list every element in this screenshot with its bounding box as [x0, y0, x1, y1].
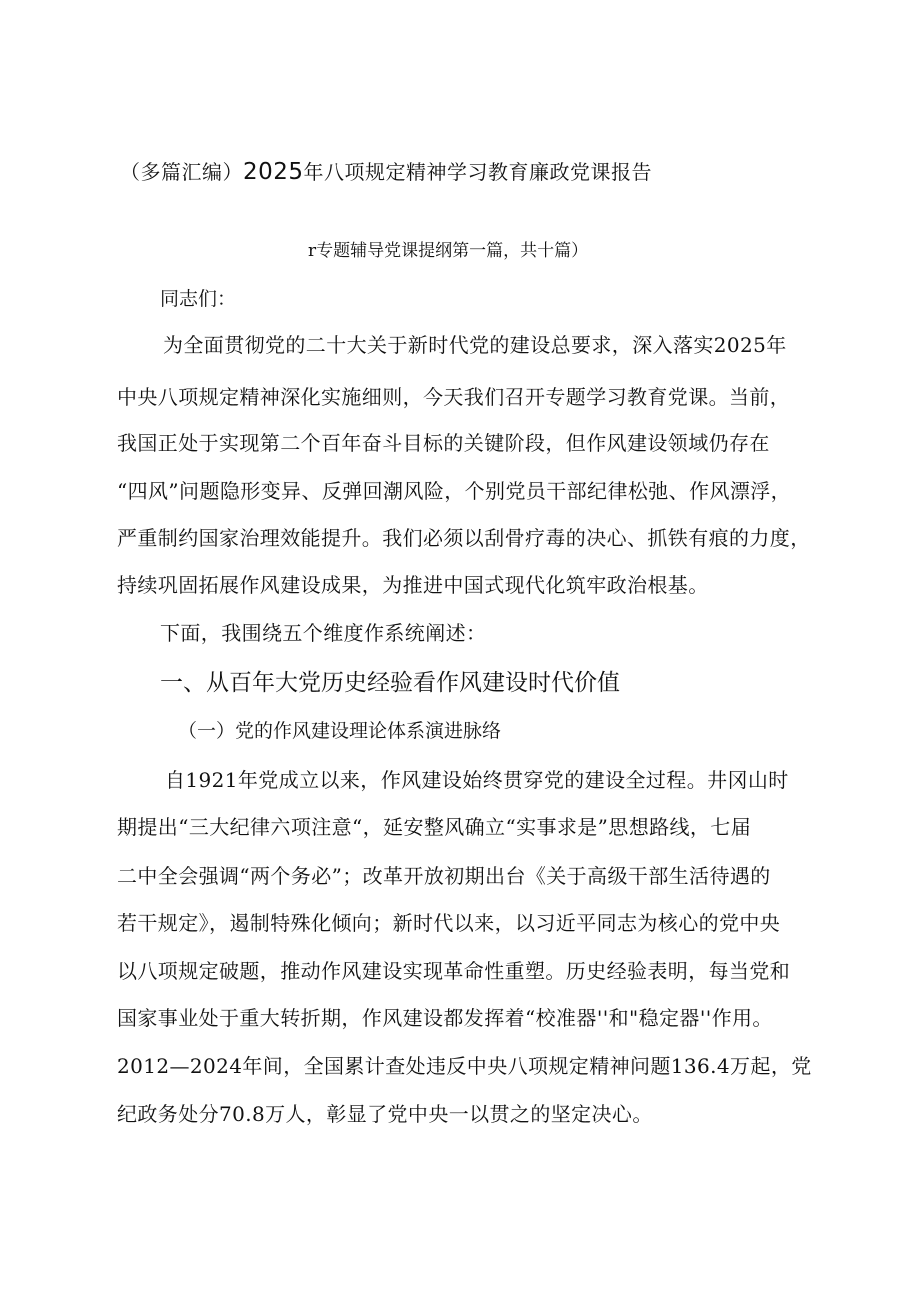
body-line: 二中全会强调“两个务必”；改革开放初期出台《关于高级干部生活待遇的	[117, 864, 771, 888]
title-year: 2025	[243, 159, 304, 185]
subsection-heading: （一）党的作风建设理论体系演进脉络	[178, 720, 502, 742]
intro-line: 为全面贯彻党的二十大关于新时代党的建设总要求，深入落实2025年	[163, 333, 787, 357]
intro-line: 我国正处于实现第二个百年奋斗目标的关键阶段，但作风建设领域仍存在	[117, 431, 770, 455]
document-subtitle: r专题辅导党课提纲第一篇，共十篇）	[308, 241, 589, 261]
body-line: 自1921年党成立以来，作风建设始终贯穿党的建设全过程。井冈山时	[165, 768, 789, 792]
body-line: 2012—2024年间，全国累计查处违反中央八项规定精神问题136.4万起，党	[117, 1054, 812, 1078]
salutation: 同志们：	[160, 288, 237, 310]
section-heading: 一、从百年大党历史经验看作风建设时代价值	[160, 670, 620, 696]
title-prefix: （多篇汇编）	[120, 160, 243, 184]
document-title	[120, 156, 652, 185]
transition-line: 下面，我围绕五个维度作系统阐述：	[160, 621, 487, 645]
title-suffix: 年八项规定精神学习教育廉政党课报告	[303, 160, 653, 184]
intro-line: “四风”问题隐形变异、反弹回潮风险，个别党员干部纪律松弛、作风漂浮，	[117, 479, 792, 503]
intro-line: 持续巩固拓展作风建设成果，为推进中国式现代化筑牢政治根基。	[117, 573, 709, 597]
body-line: 期提出“三大纪律六项注意“，延安整风确立“实事求是”思想路线，七届	[117, 815, 752, 839]
intro-line: 严重制约国家治理效能提升。我们必须以刮骨疗毒的决心、抓铁有痕的力度，	[117, 526, 811, 550]
body-line: 若干规定》，遏制特殊化倾向；新时代以来，以习近平同志为核心的党中央	[117, 911, 781, 935]
body-line: 国家事业处于重大转折期，作风建设都发挥着“校准器''和"稳定器''作用。	[117, 1006, 773, 1030]
body-line: 以八项规定破题，推动作风建设实现革命性重塑。历史经验表明，每当党和	[117, 959, 791, 983]
body-line: 纪政务处分70.8万人，彰显了党中央一以贯之的坚定决心。	[117, 1102, 653, 1126]
intro-line: 中央八项规定精神深化实施细则，今天我们召开专题学习教育党课。当前，	[117, 385, 791, 409]
